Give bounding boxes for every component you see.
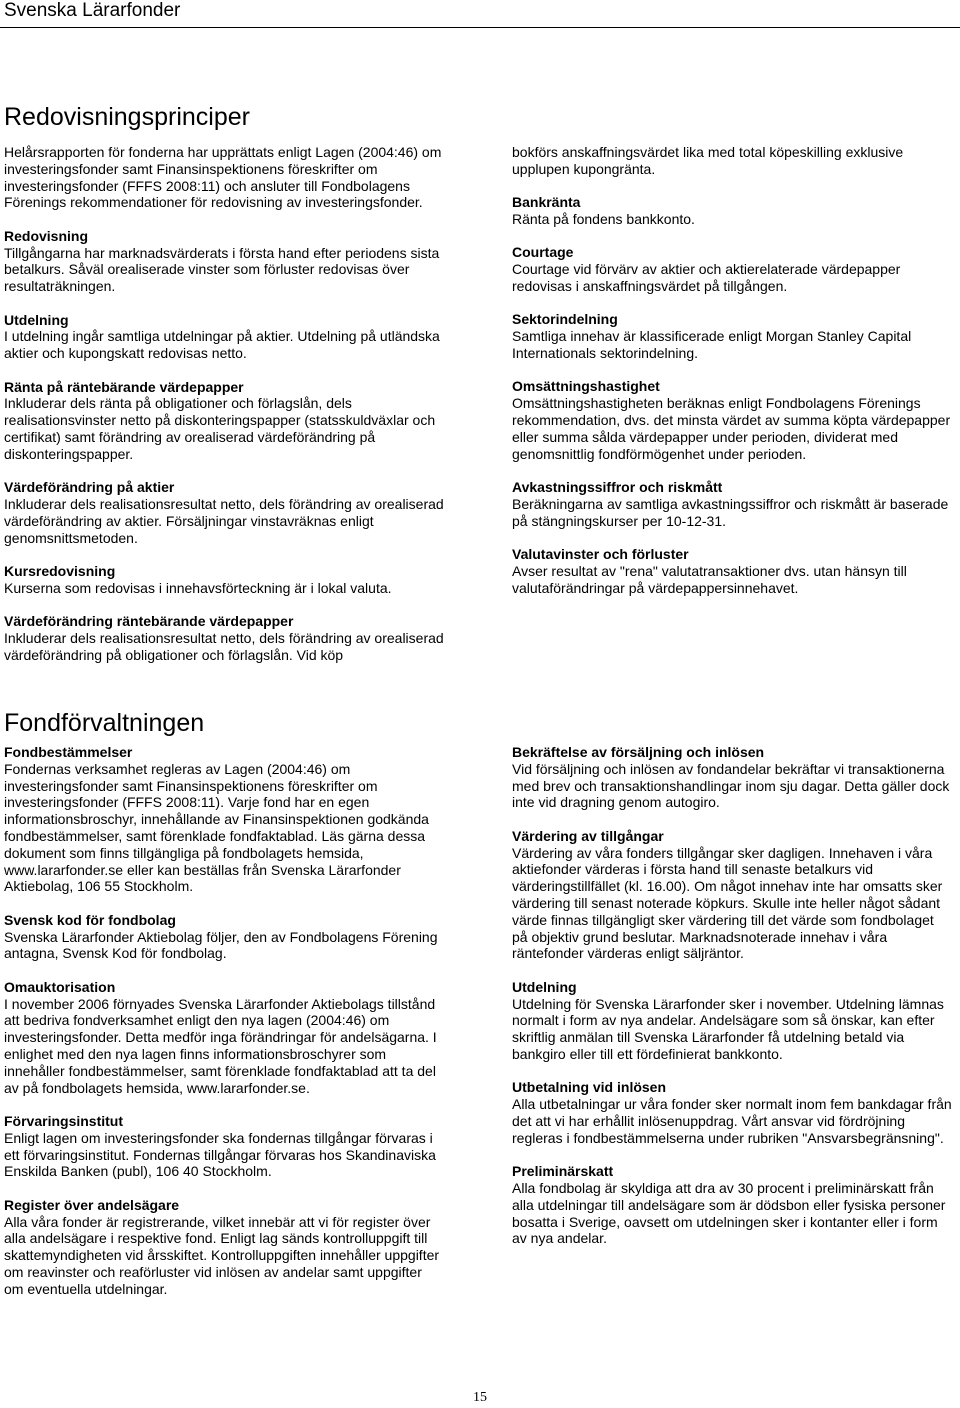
block-title: Svensk kod för fondbolag <box>4 911 176 928</box>
block-text: Omsättningshastigheten beräknas enligt Fondbolagens Förenings rekommendation, dvs. det minsta värdet av summa köpta värdepapper eller summa sålda värdepapper under perioden, dividerat med genomsnittlig fondförmögenhet under perioden. <box>512 395 951 462</box>
block-title: Utdelning <box>512 978 577 995</box>
block-text: Inkluderar dels ränta på obligationer och förlagslån, dels realisationsvinster netto på diskonteringspapper (statsskuldväxlar och certifikat) samt förändring av orealiserad värdeförändring på diskonteringspapper. <box>4 395 436 462</box>
text-block <box>4 379 444 463</box>
header-divider <box>0 27 960 28</box>
text-block <box>4 744 444 895</box>
block-text: Avser resultat av "rena" valutatransaktioner dvs. utan hänsyn till valutaförändringar på värdepappersinnehavet. <box>512 562 907 596</box>
section-heading-fondforvaltningen: Fondförvaltningen <box>4 709 205 737</box>
fondforvaltningen-right-column <box>512 744 952 1264</box>
block-title: Kursredovisning <box>4 562 116 579</box>
text-block <box>512 144 952 178</box>
block-text: I utdelning ingår samtliga utdelningar på aktier. Utdelning på utländska aktier och kupongskatt redovisas netto. <box>4 328 440 362</box>
block-title: Bankränta <box>512 194 581 211</box>
block-title: Courtage <box>512 244 574 261</box>
block-text: Enligt lagen om investeringsfonder ska fondernas tillgångar förvaras i ett förvaringsinstitut. Fondernas tillgångar förvaras hos Skandinaviska Enskilda Banken (publ), 106 40 Stockholm. <box>4 1129 436 1180</box>
fondforvaltningen-left-column <box>4 744 444 1314</box>
block-text: Ränta på fondens bankkonto. <box>512 210 695 227</box>
text-block <box>512 828 952 962</box>
block-text: Inkluderar dels realisationsresultat netto, dels förändring av orealiserad värdeförändring på obligationer och förlagslån. Vid köp <box>4 629 444 663</box>
block-title: Ränta på räntebärande värdepapper <box>4 378 244 395</box>
text-block <box>512 1079 952 1146</box>
text-block <box>512 244 952 294</box>
block-text: Vid försäljning och inlösen av fondandelar bekräftar vi transaktionerna med brev och transaktionshandlingar inom sju dagar. Detta gäller dock inte vid dragning genom autogiro. <box>512 760 950 811</box>
block-text: Utdelning för Svenska Lärarfonder sker i november. Utdelning lämnas normalt i form av nya andelar. Andelsägare som så önskar, kan efter skriftlig anmälan till Svenska Lärarfonder få utdelning betald via bankgiro eller till ett fördefinierat bankkonto. <box>512 995 944 1062</box>
block-title: Sektorindelning <box>512 311 618 328</box>
redovisningsprinciper-left-column <box>4 144 444 680</box>
block-text: Tillgångarna har marknadsvärderats i första hand efter periodens sista betalkurs. Såväl orealiserade vinster som förluster redovisas över resultaträkningen. <box>4 244 440 295</box>
page-header-title: Svenska Lärarfonder <box>4 0 181 21</box>
block-text: Alla utbetalningar ur våra fonder sker normalt inom fem bankdagar från det att vi har erhållit inlösenuppdrag. Vårt ansvar vid fördröjning regleras i fondbestämmelserna under rubriken "Ansvarsbegränsning". <box>512 1096 952 1146</box>
block-title: Utbetalning vid inlösen <box>512 1079 667 1096</box>
redovisningsprinciper-right-column <box>512 144 952 613</box>
block-text: bokförs anskaffningsvärdet lika med total köpeskilling exklusive upplupen kupongränta. <box>512 144 904 177</box>
text-block <box>4 1113 444 1180</box>
text-block <box>4 228 444 295</box>
section-heading-redovisningsprinciper: Redovisningsprinciper <box>4 103 250 131</box>
text-block <box>4 1197 444 1298</box>
block-title: Register över andelsägare <box>4 1196 180 1213</box>
text-block <box>512 744 952 811</box>
block-title: Värdering av tillgångar <box>512 827 664 844</box>
block-text: Kurserna som redovisas i innehavsförteckning är i lokal valuta. <box>4 579 392 596</box>
block-title: Preliminärskatt <box>512 1163 614 1180</box>
text-block <box>512 1163 952 1247</box>
block-title: Bekräftelse av försäljning och inlösen <box>512 744 765 760</box>
block-text: Inkluderar dels realisationsresultat netto, dels förändring av orealiserad värdeförändring av aktier. Försäljningar vinstavräknas enligt genomsnittsmetoden. <box>4 495 444 546</box>
block-title: Omsättningshastighet <box>512 378 660 395</box>
block-text: Fondernas verksamhet regleras av Lagen (2004:46) om investeringsfonder samt Finansinspektionens föreskrifter om investeringsfonder (FFFS 2008:11). Varje fond har en egen informationsbroschyr, innehållande av Finansinspektionen godkända fondbestämmelser, samt förenklade fondfaktablad. Läs gärna dessa dokument som finns tillgängliga på fondbolagets hemsida, www.lararfonder.se eller kan beställas från Svenska Lärarfonder Aktiebolag, 106 55 Stockholm. <box>4 760 429 895</box>
text-block <box>4 613 444 663</box>
text-block <box>4 312 444 362</box>
block-title: Valutavinster och förluster <box>512 545 689 562</box>
text-block <box>512 479 952 529</box>
block-title: Förvaringsinstitut <box>4 1112 124 1129</box>
text-block <box>512 546 952 596</box>
page-number: 15 <box>473 1390 487 1405</box>
block-title: Redovisning <box>4 227 89 244</box>
text-block <box>4 979 444 1097</box>
text-block <box>512 378 952 462</box>
block-text: Alla fondbolag är skyldiga att dra av 30 procent i preliminärskatt från alla utdelningar till andelsägare som är dödsbon eller fysiska personer bosatta i Sverige, oavsett om utdelningen sker i kontanter eller i form av nya andelar. <box>512 1179 946 1247</box>
block-text: Alla våra fonder är registrerande, vilket innebär att vi för register över alla andelsägare i respektive fond. Enligt lag sänds kontrolluppgift till skattemyndigheten vid årsskiftet. Kontrolluppgiften innehåller uppgifter om reavinster och reaförluster vid inlösen av andelar samt uppgifter om eventuella utdelningar. <box>4 1213 440 1297</box>
block-title: Värdeförändring på aktier <box>4 479 175 496</box>
block-title: Avkastningssiffror och riskmått <box>512 478 723 495</box>
block-title: Värdeförändring räntebärande värdepapper <box>4 613 294 630</box>
block-text: Courtage vid förvärv av aktier och aktierelaterade värdepapper redovisas i anskaffningsvärdet på tillgången. <box>512 261 901 294</box>
block-text: Samtliga innehav är klassificerade enligt Morgan Stanley Capital Internationals sektorindelning. <box>512 328 912 361</box>
block-text: Svenska Lärarfonder Aktiebolag följer, den av Fondbolagens Förening antagna, Svensk Kod för fondbolag. <box>4 928 438 962</box>
block-title: Omauktorisation <box>4 978 116 995</box>
text-block <box>512 194 952 228</box>
block-title: Utdelning <box>4 311 69 328</box>
block-text: I november 2006 förnyades Svenska Lärarfonder Aktiebolags tillstånd att bedriva fondverksamhet enligt den nya lagen (2004:46) om investeringsfonder. Detta medför inga förändringar för andelsägarna. I enlighet med den nya lagen finns informationsbroschyrer som innehåller fondbestämmelser, samt förenklade fondfaktablad att ta del av på fondbolagets hemsida, www.lararfonder.se. <box>4 995 437 1096</box>
text-block <box>4 912 444 962</box>
text-block <box>4 144 444 211</box>
block-text: Värdering av våra fonders tillgångar sker dagligen. Innehaven i våra aktiefonder värderas i första hand till senaste betalkurs vid värderingstillfället (kl. 16.00). Om något innehav inte har omsatts sker värdering till senast noterade köpkurs. Skulle inte heller något sådant värde finnas tillgängligt sker värdering till det värde som fondbolaget på objektiv grund beslutar. Marknadsnoterade innehav i våra räntefonder värderas enligt säljräntor. <box>512 844 943 962</box>
block-text: Beräkningarna av samtliga avkastningssiffror och riskmått är baserade på stängningskurser per 10-12-31. <box>512 495 949 529</box>
block-text: Helårsrapporten för fonderna har upprättats enligt Lagen (2004:46) om investeringsfonder samt Finansinspektionens föreskrifter om investeringsfonder (FFFS 2008:11) och ansluter till Fondbolagens Förenings rekommendationer för redovisning av investeringsfonder. <box>4 144 442 211</box>
text-block <box>4 479 444 546</box>
text-block <box>4 563 444 597</box>
text-block <box>512 311 952 361</box>
text-block <box>512 979 952 1063</box>
block-title: Fondbestämmelser <box>4 744 133 760</box>
